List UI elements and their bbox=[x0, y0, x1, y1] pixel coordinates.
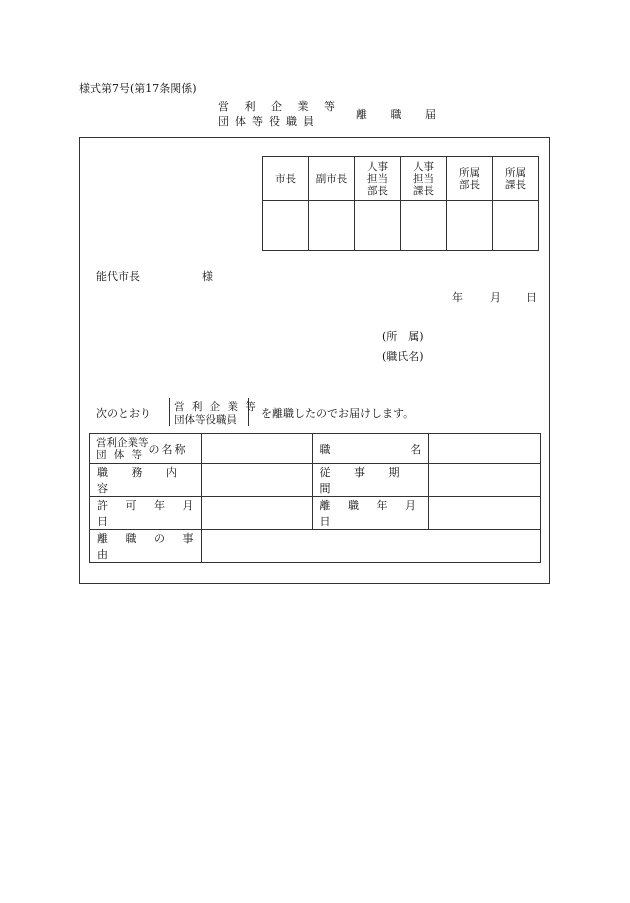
service-period-label: 従 事 期 間 bbox=[312, 464, 429, 497]
addressee: 能代市長 bbox=[96, 270, 140, 283]
org-name-label-suffix: の名称 bbox=[148, 442, 188, 456]
stamp-cell-section-chief[interactable] bbox=[493, 201, 539, 251]
employee-name-label: (職氏名) bbox=[382, 350, 424, 363]
permit-date-label: 許 可 年 月 日 bbox=[90, 497, 202, 530]
position-label-char1: 職 bbox=[319, 442, 331, 456]
stamp-cell-mayor[interactable] bbox=[263, 201, 309, 251]
date-year: 年 bbox=[452, 291, 463, 304]
position-label-char2: 名 bbox=[410, 442, 422, 456]
service-period-value[interactable] bbox=[429, 464, 541, 497]
statement-prefix: 次のとおり bbox=[96, 407, 151, 420]
date-day: 日 bbox=[526, 291, 537, 304]
stamp-cell-hr-section-chief[interactable] bbox=[401, 201, 447, 251]
date-line[interactable] bbox=[452, 289, 537, 305]
approval-col-mayor: 市長 bbox=[263, 157, 309, 201]
affiliation-label: (所 属) bbox=[382, 330, 424, 343]
stamp-cell-deputy-mayor[interactable] bbox=[309, 201, 355, 251]
duties-value[interactable] bbox=[201, 464, 312, 497]
approval-stamp-table bbox=[262, 156, 539, 251]
separation-date-label: 離 職 年 月 日 bbox=[312, 497, 429, 530]
org-name-label-line1: 営利企業等 bbox=[96, 436, 149, 449]
approval-col-deputy-mayor: 副市長 bbox=[309, 157, 355, 201]
stamp-cell-hr-director[interactable] bbox=[355, 201, 401, 251]
org-name-label-line2: 団 体 等 bbox=[96, 448, 145, 461]
title-line-1: 営 利 企 業 等 bbox=[218, 100, 341, 113]
details-table bbox=[89, 433, 541, 563]
approval-col-dept-director: 所属 部長 bbox=[447, 157, 493, 201]
stamp-cell-dept-director[interactable] bbox=[447, 201, 493, 251]
approval-col-hr-director: 人事 担当 部長 bbox=[355, 157, 401, 201]
reason-value[interactable] bbox=[201, 530, 540, 563]
position-value[interactable] bbox=[429, 434, 541, 464]
permit-date-value[interactable] bbox=[201, 497, 312, 530]
statement-option-2: 団体等役職員 bbox=[174, 414, 237, 426]
reason-label: 離 職 の 事 由 bbox=[90, 530, 202, 563]
separation-date-value[interactable] bbox=[429, 497, 541, 530]
statement-option-1: 営 利 企 業 等 bbox=[174, 401, 258, 413]
date-month: 月 bbox=[490, 291, 501, 304]
duties-label: 職 務 内 容 bbox=[90, 464, 202, 497]
form-number: 様式第7号(第17条関係) bbox=[79, 82, 197, 95]
org-name-value[interactable] bbox=[201, 434, 312, 464]
title-line-2: 団体等役職員 bbox=[218, 115, 320, 128]
position-label bbox=[312, 434, 429, 464]
approval-col-section-chief: 所属 課長 bbox=[493, 157, 539, 201]
approval-col-hr-section-chief: 人事 担当 課長 bbox=[401, 157, 447, 201]
honorific: 様 bbox=[202, 270, 213, 283]
statement-suffix: を離職したのでお届けします。 bbox=[261, 407, 415, 420]
org-name-label bbox=[90, 434, 202, 464]
document-title: 離 職 届 bbox=[356, 108, 446, 121]
